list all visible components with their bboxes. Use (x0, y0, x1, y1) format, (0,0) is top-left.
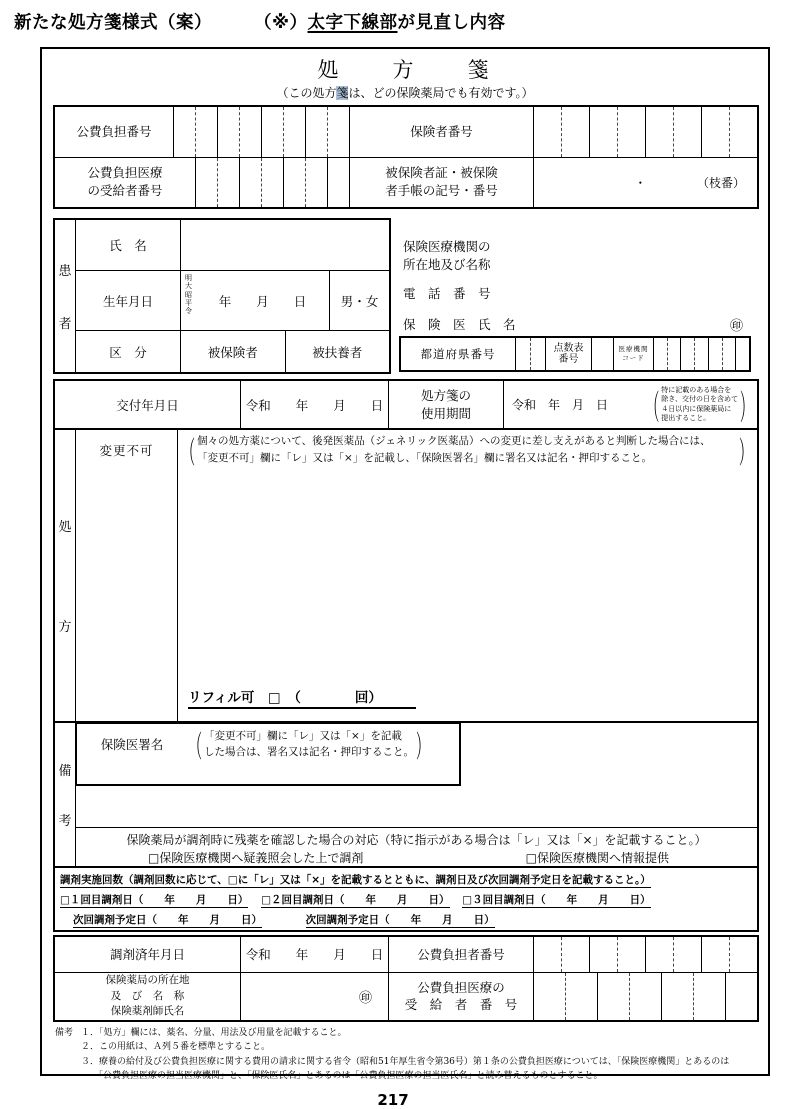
table-row (55, 157, 757, 208)
paren-open: （ (182, 437, 196, 473)
digit-cell (283, 158, 305, 208)
round2-field: □２回目調剤日（ 年 月 日） (261, 894, 450, 906)
footnote-line: １．「処方」欄には、薬名、分量、用法及び用量を記載すること。 (81, 1028, 347, 1038)
digit-cell (195, 158, 217, 208)
doctor-signature-label: 保険医署名 (100, 737, 164, 752)
label-line: 公費負担医療 (87, 165, 163, 181)
kigo-bango-field (533, 158, 757, 208)
header-emphasis: 太字下線部 (307, 13, 398, 33)
leftover-medicine-block (76, 827, 757, 866)
patient-birth-row (76, 270, 389, 330)
next-dispensing-dates (73, 912, 757, 927)
validity-note (644, 386, 755, 430)
table-row (55, 972, 757, 1020)
label-line: 公費負担医療の (417, 979, 505, 995)
digit-cell (530, 338, 545, 370)
hokensha-number-cells (533, 107, 757, 157)
digit-cell (561, 107, 589, 157)
hihokensha-kigo-label (349, 158, 533, 208)
digit-cell (617, 937, 645, 972)
digit-cell (667, 338, 681, 370)
dispensed-date-label: 調剤済年月日 (109, 947, 185, 963)
digit-cell (645, 937, 673, 972)
table-row (55, 107, 757, 157)
note-line: 個々の処方薬について、後発医薬品（ジェネリック医薬品）への変更に差し支えがあると判断した場合には、 (197, 435, 711, 447)
pharmacy-seal-field (240, 973, 388, 1020)
digit-cell (533, 937, 561, 972)
digit-cell (722, 338, 736, 370)
no-substitution-column-label: 変更不可 (76, 430, 178, 721)
digit-cell (239, 107, 261, 157)
seal-mark: ㊞ (729, 319, 743, 335)
checkbox-option-inform: □保険医療機関へ情報提供 (525, 851, 669, 865)
note-line: 「変更不可」欄に「レ」又は「×」を記載 (204, 730, 402, 742)
patient-rows (76, 220, 389, 372)
digit-cell (591, 338, 613, 370)
footnotes (53, 1026, 759, 1084)
digit-cell (261, 158, 283, 208)
digit-cell (565, 973, 597, 1020)
digit-cell (729, 107, 757, 157)
digit-cell (680, 338, 694, 370)
issue-date-field: 令和 年 月 日 (240, 381, 388, 428)
prescription-section-label (55, 430, 76, 721)
leftover-medicine-note: 保険薬局が調剤時に残薬を確認した場合の対応（特に指示がある場合は「レ」又は「×」を記載すること。） (126, 833, 707, 847)
digit-cell (283, 107, 305, 157)
label-line: 保 険 医 氏 名 (403, 317, 516, 333)
name-field (181, 220, 389, 270)
issue-date-row (53, 379, 759, 430)
paren-open: （ (189, 731, 203, 767)
prefecture-number-label: 都道府県番号 (420, 347, 496, 361)
era-abbreviations: 明大昭平令 (185, 274, 192, 315)
remarks-content (76, 723, 757, 866)
vertical-char: 者 (58, 317, 72, 332)
institution-code-cells (653, 338, 749, 370)
note-line: 除き、交付の日を含めて (661, 395, 738, 404)
patient-category-row (76, 330, 389, 372)
validity-period-label (388, 381, 503, 428)
label-line: 番号 (558, 354, 579, 365)
footnote-line: ３．療養の給付及び公費負担医療に関する費用の請求に関する省令（昭和51年厚生省令第36号）第１条の公費負担医療については、「保険医療機関」とあるのは (81, 1056, 730, 1067)
header-prefix: 新たな処方箋様式（案） (14, 13, 212, 33)
name-label: 氏 名 (76, 220, 181, 270)
next-date2-field: 次回調剤予定日（ 年 月 日） (305, 914, 495, 926)
remarks-section-label (55, 723, 76, 866)
digit-cell (195, 107, 217, 157)
digit-cell (693, 973, 725, 1020)
clinic-address-label (403, 238, 759, 274)
patient-box (53, 218, 391, 374)
digit-cell (515, 338, 530, 370)
note-line: した場合は、署名又は記名・押印すること。 (204, 746, 415, 759)
header-marker: （※） (254, 13, 308, 33)
digit-cell (629, 973, 661, 1020)
digit-cell (561, 937, 589, 972)
edaban-label: （枝番） (696, 175, 745, 190)
payer-numbers-table (53, 105, 759, 209)
page-number: 217 (377, 1091, 409, 1109)
subtitle-pre: （この処方 (276, 86, 337, 100)
subtitle-post: は、どの保険薬局でも有効です。） (348, 86, 534, 100)
digit-cell (533, 973, 565, 1020)
prescription-section (53, 428, 759, 723)
digit-cell (701, 937, 729, 972)
table-row (55, 937, 757, 972)
vertical-char: 方 (58, 619, 72, 635)
generic-substitution-note (180, 433, 754, 473)
refill-allowed-field: リフィル可 □ （ 回） (188, 686, 416, 709)
round1-field: □１回目調剤日（ 年 月 日） (60, 894, 249, 906)
phone-number-label: 電 話 番 号 (403, 286, 491, 302)
paren-close: ） (416, 731, 430, 767)
label-line: 保険薬局の所在地 (105, 973, 190, 986)
dependent-option: 被扶養者 (285, 331, 390, 372)
digit-cell (708, 338, 722, 370)
pharmacy-table (53, 935, 759, 1022)
footnote-line: 「公費負担医療の担当医療機関」と、「保険医氏名」とあるのは「公費負担医療の担当医氏名」と読み替えるものとすること。 (94, 1071, 603, 1082)
digit-cell (673, 107, 701, 157)
label-line: 保険薬剤師氏名 (110, 1005, 185, 1018)
digit-cell (617, 107, 645, 157)
validity-period-field (503, 381, 757, 428)
birthdate-label: 生年月日 (76, 271, 181, 330)
vertical-char: 備 (58, 764, 72, 779)
medical-institution-code-label (613, 338, 653, 370)
label-line: 点数表 (553, 342, 584, 354)
paren-close: ） (738, 437, 752, 473)
digit-cell (653, 338, 667, 370)
round3-field: □３回目調剤日（ 年 月 日） (462, 894, 651, 906)
footnotes-prefix: 備考 (55, 1028, 74, 1038)
paren-open: （ (646, 390, 660, 430)
digit-cell (661, 973, 693, 1020)
tensuhyo-number-label (545, 338, 591, 370)
dispensing-rounds (60, 892, 757, 907)
kohi-futan-number-label: 公費負担番号 (76, 123, 152, 139)
note-text (204, 728, 414, 761)
underlined-text: 調剤実施回数（調剤回数に応じて、□に「レ」又は「×」を記載するとともに、調剤日及び次回調剤予定日を記載すること。） (60, 874, 651, 886)
note-text (197, 433, 737, 468)
digit-cell (239, 158, 261, 208)
header-suffix: が見直し内容 (397, 13, 506, 33)
patient-section-label (55, 220, 76, 372)
label-line: コード (622, 354, 645, 362)
digit-cell (673, 937, 701, 972)
dispensed-date-field: 令和 年 月 日 (240, 937, 388, 972)
digit-cell (217, 158, 239, 208)
digit-cell (261, 107, 283, 157)
digit-cell (589, 937, 617, 972)
digit-cell (305, 107, 327, 157)
prescription-content (178, 430, 757, 721)
pharmacy-address-label (55, 973, 240, 1020)
prescription-form (40, 47, 770, 1082)
label-line: 使用期間 (420, 405, 471, 421)
note-text (661, 386, 738, 422)
form-body (53, 105, 759, 1084)
form-subtitle (42, 84, 768, 101)
leftover-options (76, 848, 757, 866)
kohi-futansha-cells (533, 937, 757, 972)
digit-cell (327, 107, 349, 157)
digit-cell (597, 973, 629, 1020)
signature-note (187, 728, 431, 767)
note-line: 提出すること。 (661, 413, 711, 422)
period-date-field: 令和 年 月 日 (512, 398, 609, 412)
kohi-futan-number-cells (173, 107, 349, 157)
footnote-line: ２．この用紙は、Ａ列５番を標準とすること。 (81, 1042, 271, 1053)
sex-field: 男・女 (329, 271, 389, 330)
note-line: 「変更不可」欄に「レ」又は「×」を記載し、「保険医署名」欄に署名又は記名・押印すること。 (197, 452, 653, 465)
note-line: ４日以内に保険薬局に (661, 404, 732, 413)
checkbox-option-inquiry: □保険医療機関へ疑義照会した上で調剤 (148, 851, 364, 865)
footnotes-body (81, 1026, 759, 1084)
remarks-section (53, 721, 759, 868)
doctor-name-label (403, 315, 759, 333)
label-line: 所在地及び名称 (403, 257, 491, 273)
kohi-futansha-number-label: 公費負担者番号 (388, 937, 533, 972)
digit-cell (327, 158, 349, 208)
digit-cell (217, 107, 239, 157)
issue-date-label: 交付年月日 (116, 397, 179, 413)
vertical-char: 患 (58, 264, 72, 279)
subtitle-highlighted-char: 箋 (336, 86, 349, 100)
digit-cell (735, 338, 749, 370)
label-line: 処方箋の (420, 388, 471, 403)
digit-cell (173, 107, 195, 157)
seal-mark: ㊞ (358, 990, 372, 1006)
jukyusha-number-label (388, 973, 533, 1020)
jukyusha-number-cells (195, 158, 349, 208)
digit-cell (725, 973, 757, 1020)
label-line: 医療機関 (618, 344, 649, 353)
document-header (14, 9, 506, 34)
doctor-signature-box (75, 722, 461, 786)
vertical-char: 処 (58, 520, 72, 536)
patient-clinic-row (53, 218, 759, 374)
digit-cell (729, 937, 757, 972)
patient-name-row (76, 220, 389, 270)
vertical-char: 考 (58, 814, 72, 829)
note-line: 特に記載のある場合を (661, 386, 732, 395)
clinic-code-table (399, 336, 751, 372)
label-line: 者手帳の記号・番号 (385, 183, 498, 199)
dispensing-count-section (53, 866, 759, 932)
jukyusha-number-label (55, 158, 195, 208)
digit-cell (694, 338, 708, 370)
label-line: 及 び 名 称 (110, 989, 185, 1002)
digit-cell (589, 107, 617, 157)
separator-dot: ・ (634, 175, 647, 190)
label-line: 被保険者証・被保険 (385, 165, 498, 181)
paren-close: ） (739, 390, 753, 430)
digit-cell (533, 107, 561, 157)
label-line: の受給者番号 (87, 183, 163, 199)
form-title: 処 方 箋 (317, 58, 493, 82)
dispensing-header (60, 872, 757, 887)
birthdate-field: 年 月 日 (218, 293, 307, 309)
digit-cell (305, 158, 327, 208)
digit-cell (645, 107, 673, 157)
category-label: 区 分 (76, 331, 181, 372)
label-line: 保険医療機関の (403, 239, 491, 254)
next-date1-field: 次回調剤予定日（ 年 月 日） (73, 914, 262, 926)
clinic-area (399, 218, 759, 374)
jukyusha-number-cells (533, 973, 757, 1020)
insured-person-option: 被保険者 (207, 344, 258, 360)
label-line: 受 給 者 番 号 (404, 997, 518, 1013)
digit-cell (701, 107, 729, 157)
hokensha-number-label: 保険者番号 (349, 107, 533, 157)
